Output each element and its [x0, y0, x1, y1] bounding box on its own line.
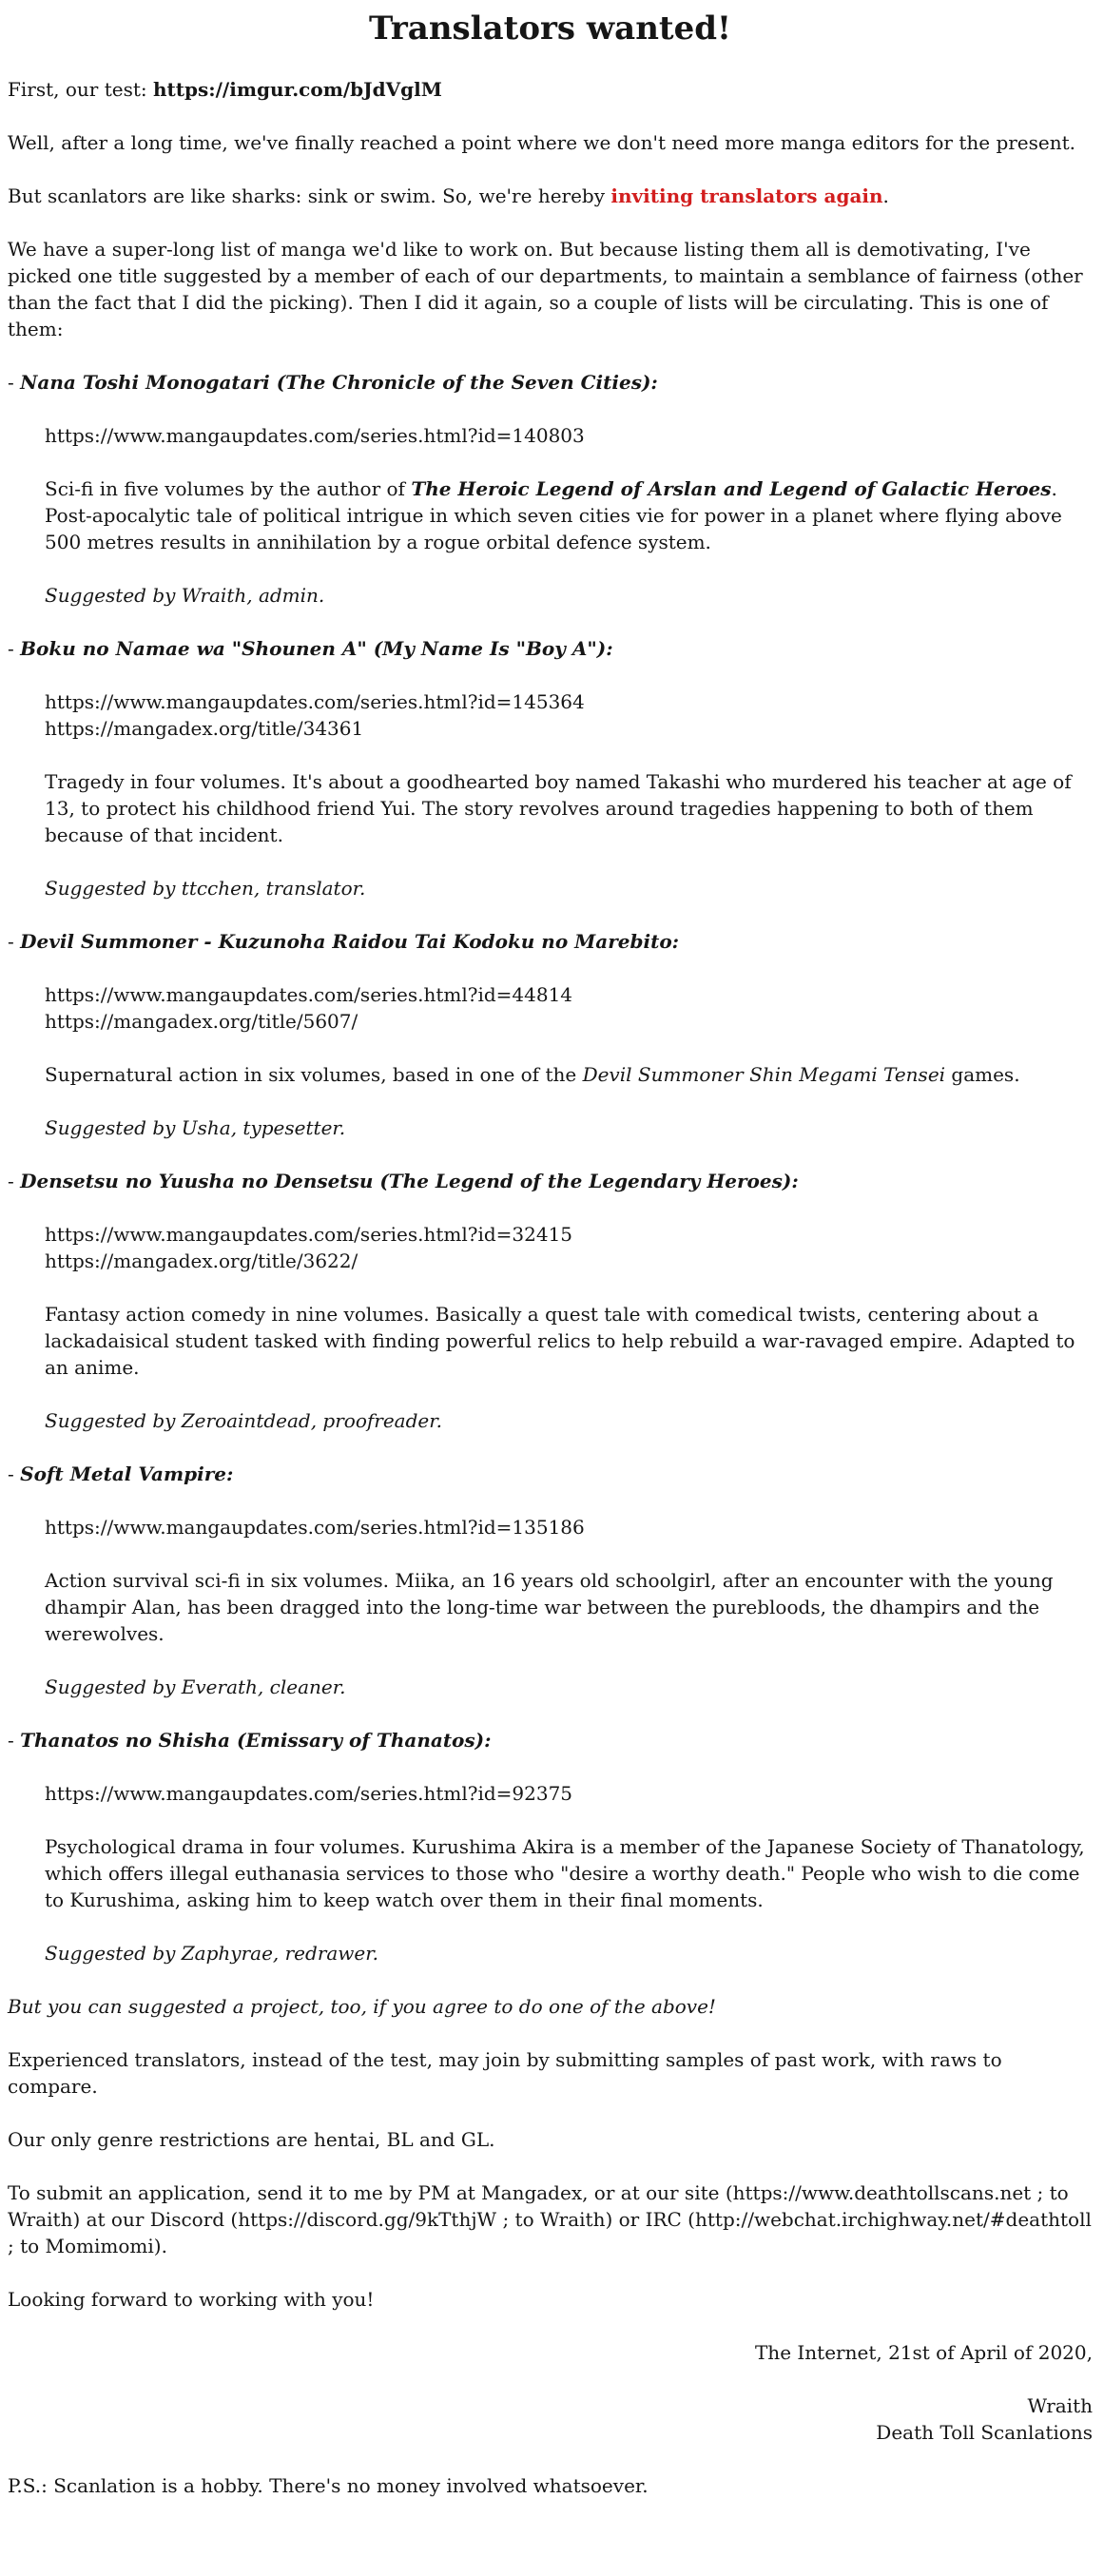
- outro-experienced-paragraph: Experienced translators, instead of the test, may join by submitting samples of past work, with raws to compare.: [8, 2048, 1002, 2098]
- description-segment: Supernatural action in six volumes, based in one of the: [45, 1063, 583, 1086]
- series-suggested-by: Suggested by Zaphyrae, redrawer.: [45, 1942, 378, 1965]
- series-title-text: Devil Summoner - Kuzunoha Raidou Tai Kodoku no Marebito: [20, 930, 672, 953]
- description-segment: Fantasy action comedy in nine volumes. Basically a quest tale with comedical twists, centering about a lackadaisical student tasked with finding powerful relics to help rebuild a war-ravaged empire. Adapted to an anime.: [45, 1303, 1075, 1379]
- series-suggested-by: Suggested by Zeroaintdead, proofreader.: [45, 1409, 442, 1432]
- series-url-link[interactable]: https://mangadex.org/title/34361: [45, 717, 364, 740]
- page-title: Translators wanted!: [369, 10, 731, 48]
- series-description: [45, 1061, 1093, 1088]
- series-links: [45, 1221, 1093, 1274]
- series-title-colon: :: [606, 637, 613, 660]
- series-links: [45, 1780, 1093, 1807]
- series-bullet-dash: -: [8, 1729, 21, 1752]
- series-links: [45, 688, 1093, 742]
- series-section: [8, 1461, 1093, 1700]
- series-title: [8, 928, 1093, 955]
- series-url-link[interactable]: https://mangadex.org/title/5607/: [45, 1010, 358, 1033]
- series-bullet-dash: -: [8, 1462, 21, 1485]
- series-description: [45, 1301, 1093, 1381]
- series-description: [45, 1567, 1093, 1647]
- outro-apply-paragraph: To submit an application, send it to me by PM at Mangadex, or at our site (https://www.deathtollscans.net ; to Wraith) at our Discord (https://discord.gg/9kTthjW ; to Wraith) or IRC (http://webchat.irchighway.net/#deathtoll ; to Momimomi).: [8, 2181, 1092, 2257]
- series-title: [8, 369, 1093, 396]
- series-url-link[interactable]: https://www.mangaupdates.com/series.html?id=92375: [45, 1782, 573, 1805]
- series-title-text: Densetsu no Yuusha no Densetsu (The Legend of the Legendary Heroes): [20, 1170, 792, 1192]
- series-links: [45, 1514, 1093, 1540]
- series-title-colon: :: [225, 1462, 234, 1485]
- series-url-link[interactable]: https://www.mangaupdates.com/series.html?id=135186: [45, 1516, 585, 1539]
- dateline: The Internet, 21st of April of 2020,: [754, 2341, 1093, 2364]
- series-title: [8, 1461, 1093, 1487]
- series-section: [8, 1168, 1093, 1434]
- series-links: [45, 422, 1093, 449]
- intro-editors-paragraph: Well, after a long time, we've finally reached a point where we don't need more manga editors for the present.: [8, 131, 1076, 154]
- signature-block: [8, 2392, 1093, 2446]
- test-line-prefix: First, our test:: [8, 78, 153, 101]
- series-title: [8, 1168, 1093, 1194]
- sharks-prefix: But scanlators are like sharks: sink or swim. So, we're hereby: [8, 184, 611, 207]
- series-title-text: Boku no Namae wa "Shounen A" (My Name Is "Boy A"): [20, 637, 607, 660]
- series-url-link[interactable]: https://www.mangaupdates.com/series.html?id=32415: [45, 1223, 573, 1246]
- series-suggested-by: Suggested by Wraith, admin.: [45, 584, 325, 607]
- series-title: [8, 635, 1093, 662]
- series-section: [8, 1727, 1093, 1966]
- series-title-colon: :: [671, 930, 680, 953]
- outro-suggest-note: But you can suggested a project, too, if you agree to do one of the above!: [8, 1995, 716, 2018]
- description-segment: Tragedy in four volumes. It's about a goodhearted boy named Takashi who murdered his teacher at age of 13, to protect his childhood friend Yui. The story revolves around tragedies happening to both of them because of that incident.: [45, 770, 1072, 846]
- outro-closing-line: Looking forward to working with you!: [8, 2288, 375, 2311]
- intro-list-paragraph: We have a super-long list of manga we'd like to work on. But because listing them all is demotivating, I've picked one title suggested by a member of each of our departments, to maintain a semblance of fairness (other than the fact that I did the picking). Then I did it again, so a couple of lists will be circulating. This is one of them:: [8, 238, 1083, 340]
- sharks-suffix: .: [882, 184, 889, 207]
- series-links: [45, 981, 1093, 1035]
- series-title-colon: :: [791, 1170, 799, 1192]
- description-segment: . Post-apocalytic tale of political intrigue in which seven cities vie for power in a planet where flying above 500 metres results in annihilation by a rogue orbital defence system.: [45, 477, 1062, 553]
- series-section: [8, 635, 1093, 901]
- series-title-text: Nana Toshi Monogatari (The Chronicle of the Seven Cities): [20, 371, 651, 394]
- series-url-link[interactable]: https://www.mangaupdates.com/series.html?id=145364: [45, 690, 585, 713]
- test-line: [8, 76, 1093, 103]
- series-bullet-dash: -: [8, 371, 21, 394]
- intro-sharks-paragraph: [8, 183, 1093, 209]
- series-suggested-by: Suggested by ttcchen, translator.: [45, 877, 366, 900]
- series-url-link[interactable]: https://mangadex.org/title/3622/: [45, 1249, 358, 1272]
- series-list: [8, 369, 1093, 1966]
- description-segment: Psychological drama in four volumes. Kurushima Akira is a member of the Japanese Society of Thanatology, which offers illegal euthanasia services to those who "desire a worthy death." People who wish to die come to Kurushima, asking him to keep watch over them in their final moments.: [45, 1835, 1085, 1911]
- series-title-colon: :: [650, 371, 658, 394]
- inviting-translators-highlight: inviting translators again: [610, 184, 883, 207]
- signature-group: Death Toll Scanlations: [876, 2421, 1093, 2444]
- series-title-text: Thanatos no Shisha (Emissary of Thanatos): [20, 1729, 485, 1752]
- description-segment: games.: [945, 1063, 1020, 1086]
- signature-name: Wraith: [1027, 2394, 1093, 2417]
- series-section: [8, 928, 1093, 1141]
- series-bullet-dash: -: [8, 930, 21, 953]
- series-suggested-by: Suggested by Usha, typesetter.: [45, 1116, 346, 1139]
- test-url-link[interactable]: https://imgur.com/bJdVglM: [152, 78, 442, 101]
- series-bullet-dash: -: [8, 637, 21, 660]
- description-segment: Action survival sci-fi in six volumes. Miika, an 16 years old schoolgirl, after an encounter with the young dhampir Alan, has been dragged into the long-time war between the purebloods, the dhampirs and the werewolves.: [45, 1569, 1054, 1645]
- description-segment: The Heroic Legend of Arslan and Legend of Galactic Heroes: [411, 477, 1052, 500]
- series-section: [8, 369, 1093, 609]
- series-description: [45, 768, 1093, 848]
- series-bullet-dash: -: [8, 1170, 21, 1192]
- series-title: [8, 1727, 1093, 1753]
- postscript: P.S.: Scanlation is a hobby. There's no money involved whatsoever.: [8, 2474, 649, 2497]
- series-suggested-by: Suggested by Everath, cleaner.: [45, 1675, 346, 1698]
- series-title-text: Soft Metal Vampire: [20, 1462, 226, 1485]
- series-description: [45, 475, 1093, 555]
- series-url-link[interactable]: https://www.mangaupdates.com/series.html?id=44814: [45, 983, 573, 1006]
- series-description: [45, 1833, 1093, 1913]
- outro-genre-restrictions: Our only genre restrictions are hentai, BL and GL.: [8, 2128, 495, 2151]
- description-segment: Devil Summoner Shin Megami Tensei: [582, 1063, 946, 1086]
- series-url-link[interactable]: https://www.mangaupdates.com/series.html?id=140803: [45, 424, 585, 447]
- series-title-colon: :: [484, 1729, 492, 1752]
- description-segment: Sci-fi in five volumes by the author of: [45, 477, 412, 500]
